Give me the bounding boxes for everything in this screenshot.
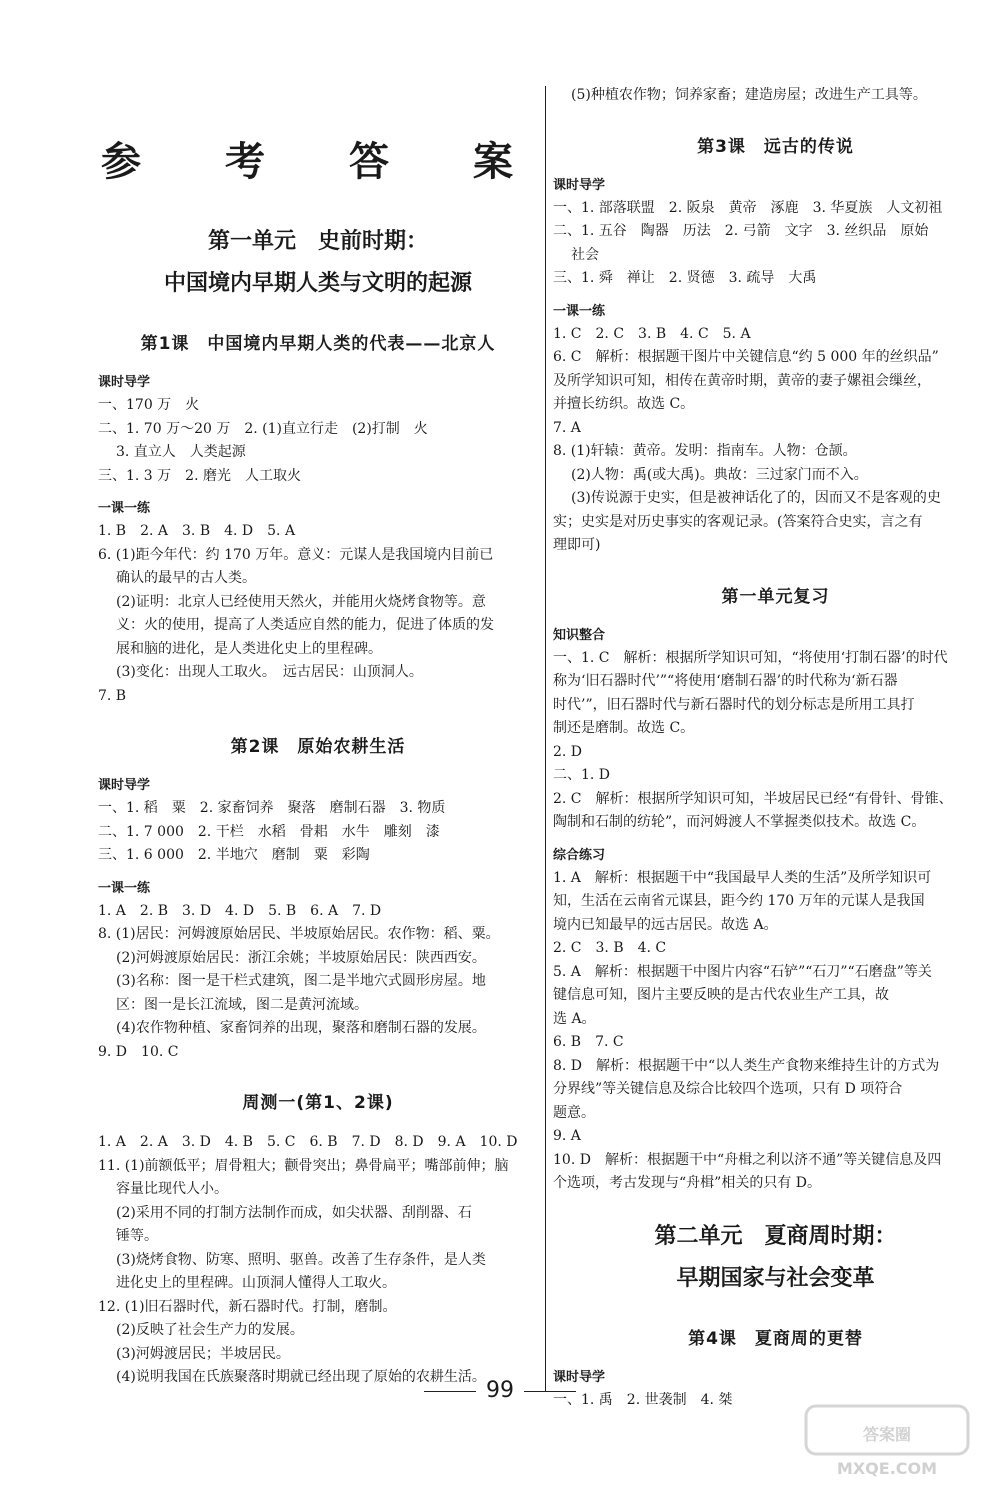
section-heading: 知识整合	[553, 627, 606, 643]
answer-line: 义：火的使用，提高了人类适应自然的能力，促进了体质的发	[116, 617, 494, 633]
watermark-logo	[802, 1402, 972, 1482]
answer-line: 陶制和石制的纺轮”，而河姆渡人不掌握类似技术。故选 C。	[553, 814, 926, 830]
answer-line: 进化史上的里程碑。山顶洞人懂得人工取火。	[116, 1275, 396, 1291]
page-title: 参 考 答 案	[101, 139, 535, 185]
right-column	[553, 84, 998, 1412]
column-divider	[545, 86, 546, 1391]
answer-line: (3)传说源于史实，但是被神话化了的，因而又不是客观的史	[571, 490, 941, 506]
answer-line: 1. B 2. A 3. B 4. D 5. A	[98, 523, 296, 539]
answer-line: (4)农作物种植、家畜饲养的出现，聚落和磨制石器的发展。	[116, 1020, 486, 1036]
answer-line: 称为‘旧石器时代’”“将使用‘磨制石器’的时代称为‘新石器	[553, 673, 898, 689]
answer-line: 11. (1)前额低平；眉骨粗大；颧骨突出；鼻骨扁平；嘴部前伸；脑	[98, 1157, 509, 1174]
answer-line: 12. (1)旧石器时代，新石器时代。打制，磨制。	[98, 1298, 397, 1315]
answer-line: 二、1. 7 000 2. 干栏 水稻 骨耜 水牛 雕刻 漆	[98, 823, 440, 840]
section-heading: 综合练习	[553, 847, 606, 863]
page-number-dash	[524, 1391, 576, 1392]
answer-line: 展和脑的进化，是人类进化史上的里程碑。	[116, 640, 382, 657]
answer-line: 2. D	[553, 743, 583, 760]
answer-line: 6. B 7. C	[553, 1034, 624, 1050]
page-number-dash	[424, 1391, 476, 1392]
unit-subtitle: 早期国家与社会变革	[676, 1265, 875, 1291]
answer-line: 三、1. 3 万 2. 磨光 人工取火	[98, 467, 301, 484]
answer-line: 二、1. D	[553, 767, 611, 783]
answer-line: 理即可)	[553, 537, 601, 553]
answer-line: 境内已知最早的远古居民。故选 A。	[553, 916, 778, 933]
answer-line: (3)烧烤食物、防寒、照明、驱兽。改善了生存条件，是人类	[116, 1251, 486, 1268]
answer-line: (2)采用不同的打制方法制作而成，如尖状器、刮削器、石	[116, 1204, 472, 1221]
answer-line: 5. A 解析：根据题干中图片内容“石铲”“石刀”“石磨盘”等关	[553, 963, 932, 980]
section-heading: 课时导学	[98, 778, 151, 793]
answer-line: 实；史实是对历史事实的客观记录。(答案符合史实，言之有	[553, 513, 923, 530]
answer-line: 确认的最早的古人类。	[116, 570, 256, 586]
answer-line: 2. C 3. B 4. C	[553, 940, 667, 956]
answer-line: (2)反映了社会生产力的发展。	[116, 1322, 304, 1338]
watermark-url: MXQE.COM	[836, 1459, 938, 1478]
answer-line: 及所学知识可知，相传在黄帝时期，黄帝的妻子嫘祖会缫丝，	[553, 372, 931, 389]
unit-subtitle: 中国境内早期人类与文明的起源	[163, 271, 472, 296]
answer-line: 题意。	[553, 1104, 595, 1121]
answer-line: 锤等。	[116, 1228, 158, 1244]
answer-line: (2)河姆渡原始居民：浙江余姚；半坡原始居民：陕西西安。	[116, 949, 486, 966]
answer-line: (5)种植农作物；饲养家畜；建造房屋；改进生产工具等。	[571, 87, 927, 103]
answer-line: 时代’”，旧石器时代与新石器时代的划分标志是所用工具打	[553, 696, 915, 713]
answer-line: 3. 直立人 人类起源	[116, 444, 246, 460]
answer-line: 1. A 2. A 3. D 4. B 5. C 6. B 7. D 8. D 9. A 10. D	[98, 1134, 518, 1150]
section-heading: 课时导学	[553, 1369, 606, 1385]
answer-line: (2)人物：禹(或大禹)。典故：三过家门而不入。	[571, 466, 868, 483]
answer-line: 8. D 解析：根据题干中“以人类生产食物来维持生计的方式为	[553, 1057, 940, 1074]
answer-line: 制还是磨制。故选 C。	[553, 720, 695, 736]
lesson-title: 第2课 原始农耕生活	[230, 737, 406, 757]
answer-line: 一、1. 部落联盟 2. 阪泉 黄帝 涿鹿 3. 华夏族 人文初祖	[553, 199, 943, 216]
section-heading: 一课一练	[98, 501, 151, 516]
answer-line: 一、1. 稻 粟 2. 家畜饲养 聚落 磨制石器 3. 物质	[98, 800, 446, 816]
answer-line: 1. A 2. B 3. D 4. D 5. B 6. A 7. D	[98, 902, 382, 919]
section-heading: 课时导学	[553, 177, 606, 193]
answer-line: 一、170 万 火	[98, 397, 200, 413]
answer-line: (3)名称：图一是干栏式建筑，图二是半地穴式圆形房屋。地	[116, 973, 486, 989]
answer-line: 2. C 解析：根据所学知识可知，半坡居民已经“有骨针、骨锥、	[553, 790, 953, 807]
page-number	[0, 1378, 1000, 1403]
answer-line: 二、1. 五谷 陶器 历法 2. 弓箭 文字 3. 丝织品 原始	[553, 223, 929, 239]
lesson-title: 周测一(第1、2课)	[242, 1093, 394, 1113]
answer-line: 个选项，考古发现与“舟楫”相关的只有 D。	[553, 1175, 821, 1191]
watermark-text: 答案圈	[862, 1425, 912, 1444]
answer-line: (3)河姆渡居民；半坡居民。	[116, 1345, 290, 1362]
page-number-value: 99	[486, 1378, 514, 1403]
answer-line: 选 A。	[553, 1010, 596, 1027]
answer-line: (3)变化：出现人工取火。 远古居民：山顶洞人。	[116, 664, 423, 680]
answer-line: 分界线”等关键信息及综合比较四个选项，只有 D 项符合	[553, 1081, 903, 1097]
answer-line: (2)证明：北京人已经使用天然火，并能用火烧烤食物等。意	[116, 593, 486, 610]
answer-line: 9. D 10. C	[98, 1043, 179, 1060]
answer-line: 二、1. 70 万～20 万 2. (1)直立行走 (2)打制 火	[98, 420, 428, 437]
left-column	[98, 120, 538, 1390]
section-heading: 一课一练	[553, 303, 606, 319]
answer-line: 键信息可知，图片主要反映的是古代农业生产工具，故	[553, 987, 889, 1003]
answer-line: 三、1. 舜 禅让 2. 贤德 3. 疏导 大禹	[553, 270, 817, 286]
answer-line: 区：图一是长江流域，图二是黄河流域。	[116, 996, 368, 1013]
answer-line: 容量比现代人小。	[116, 1181, 228, 1197]
answer-line: 知，生活在云南省元谋县，距今约 170 万年的元谋人是我国	[553, 893, 925, 909]
section-heading: 一课一练	[98, 880, 151, 896]
lesson-title: 第4课 夏商周的更替	[688, 1328, 863, 1349]
answer-line: 6. (1)距今年代：约 170 万年。意义：元谋人是我国境内目前已	[98, 546, 494, 563]
unit-title: 第二单元 夏商周时期：	[654, 1223, 897, 1249]
answer-line: 10. D 解析：根据题干中“舟楫之利以济不通”等关键信息及四	[553, 1151, 942, 1168]
answer-line: (4)说明我国在氏族聚落时期就已经出现了原始的农耕生活。	[116, 1369, 486, 1385]
answer-line: 1. A 解析：根据题干中“我国最早人类的生活”及所学知识可	[553, 869, 932, 886]
lesson-title: 第一单元复习	[721, 586, 830, 607]
answer-line: 8. (1)居民：河姆渡原始居民、半坡原始居民。农作物：稻、粟。	[98, 926, 500, 942]
answer-line: 一、1. C 解析：根据所学知识可知，“将使用‘打制石器’的时代	[553, 649, 948, 666]
answer-line: 9. A	[553, 1128, 581, 1144]
lesson-title: 第3课 远古的传说	[697, 136, 854, 157]
section-heading: 课时导学	[98, 375, 151, 390]
answer-line: 社会	[571, 246, 599, 263]
answer-line: 三、1. 6 000 2. 半地穴 磨制 粟 彩陶	[98, 847, 370, 863]
unit-title: 第一单元 史前时期：	[207, 229, 428, 254]
answer-line: 8. (1)轩辕：黄帝。发明：指南车。人物：仓颉。	[553, 443, 857, 459]
answer-line: 并擅长纺织。故选 C。	[553, 396, 695, 412]
lesson-title: 第1课 中国境内早期人类的代表——北京人	[140, 334, 496, 354]
answer-line: 7. A	[553, 419, 581, 436]
answer-line: 一、1. 禹 2. 世袭制 4. 桀	[553, 1391, 733, 1408]
answer-line: 7. B	[98, 687, 127, 704]
answer-line: 1. C 2. C 3. B 4. C 5. A	[553, 325, 751, 342]
answer-line: 6. C 解析：根据题干图片中关键信息“约 5 000 年的丝织品”	[553, 349, 939, 365]
